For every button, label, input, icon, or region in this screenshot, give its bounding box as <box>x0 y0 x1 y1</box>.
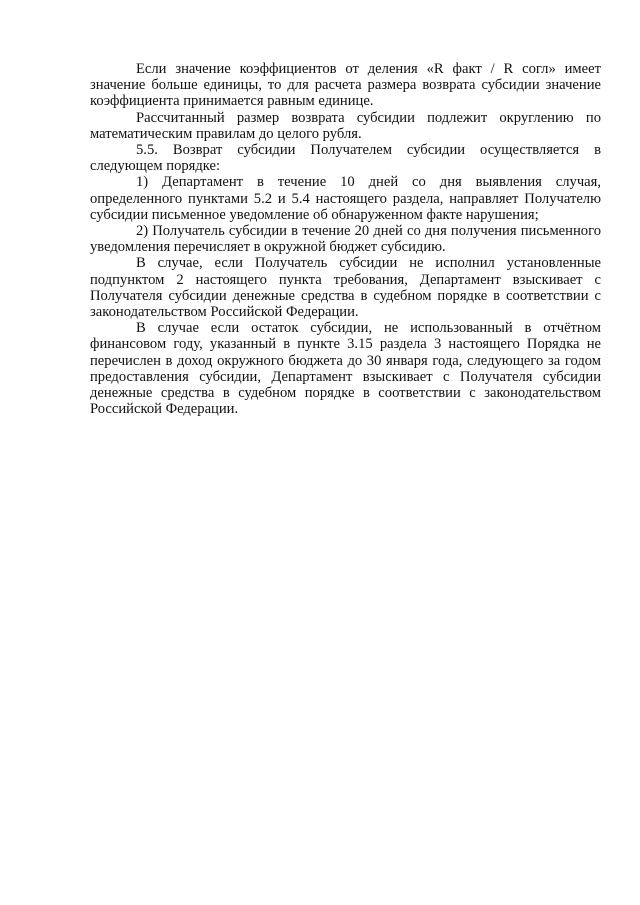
paragraph-step-1: 1) Департамент в течение 10 дней со дня выявления случая, определенного пунктами 5.2 и 5.4 настоящего раздела, направляет Получателю субсидии письменное уведомление об обнаруженном факте нарушения; <box>90 174 601 223</box>
paragraph-rounding-rule: Рассчитанный размер возврата субсидии подлежит округлению по математическим правилам до целого рубля. <box>90 109 601 142</box>
paragraph-unused-balance: В случае если остаток субсидии, не использованный в отчётном финансовом году, указанный в пункте 3.15 раздела 3 настоящего Порядка не перечислен в доход окружного бюджета до 30 января года, следующего за годом предоставления субсидии, Департамент взыскивает с Получателя субсидии денежные средства в судебном порядке в соответствии с законодательством Российской Федерации. <box>90 320 601 418</box>
paragraph-non-compliance: В случае, если Получатель субсидии не исполнил установленные подпунктом 2 настоящего пункта требования, Департамент взыскивает с Получателя субсидии денежные средства в судебном порядке в соответствии с законодательством Российской Федерации. <box>90 255 601 321</box>
paragraph-step-2: 2) Получатель субсидии в течение 20 дней со дня получения письменного уведомления перечисляет в окружной бюджет субсидию. <box>90 223 601 256</box>
paragraph-section-5-5: 5.5. Возврат субсидии Получателем субсидии осуществляется в следующем порядке: <box>90 142 601 175</box>
paragraph-coefficient-rule: Если значение коэффициентов от деления «R факт / R согл» имеет значение больше единицы, то для расчета размера возврата субсидии значение коэффициента принимается равным единице. <box>90 61 601 110</box>
document-body <box>90 61 601 417</box>
